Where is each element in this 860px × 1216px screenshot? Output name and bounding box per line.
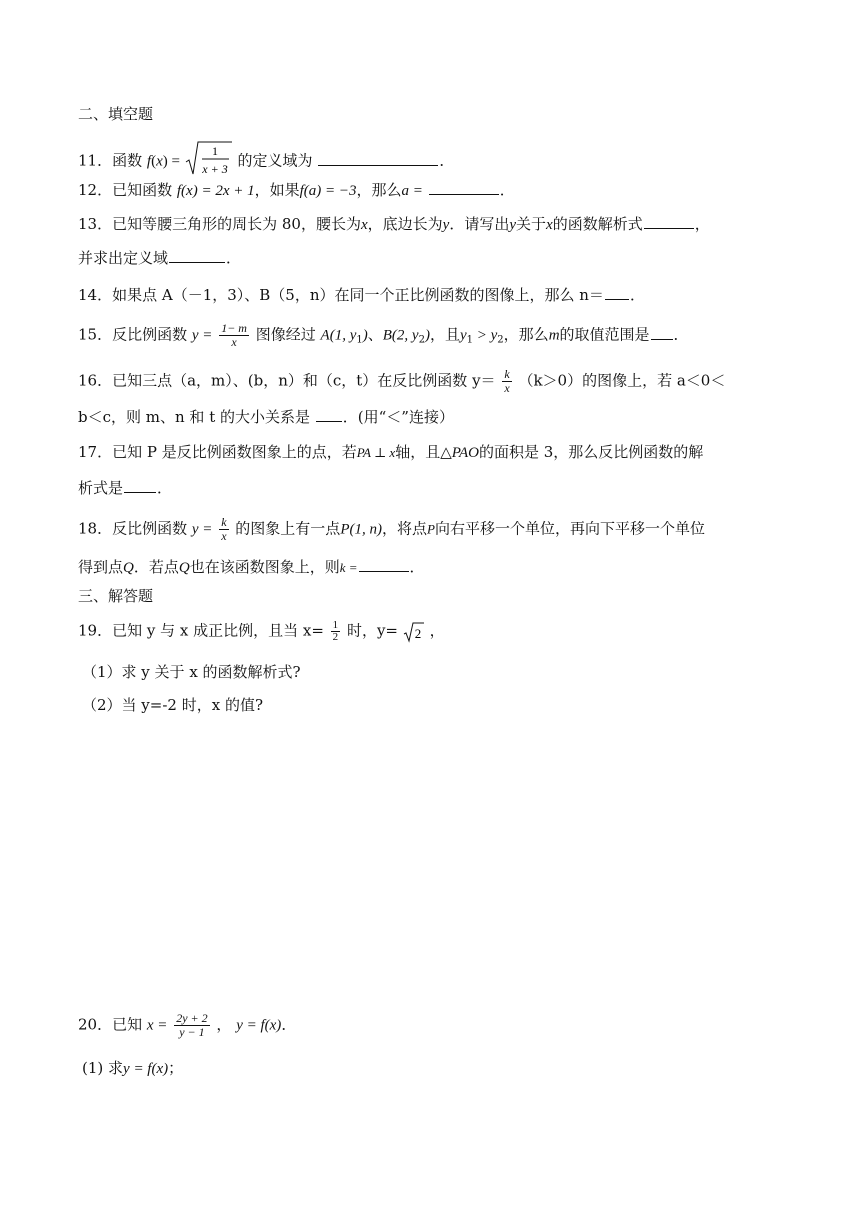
- answer-blank[interactable]: [651, 325, 673, 340]
- sqrt-symbol: [403, 621, 425, 643]
- answer-blank[interactable]: [169, 248, 225, 263]
- question-12: 12．已知函数 f(x) = 2x + 1，如果f(a) = −3，那么a = ．: [78, 181, 515, 199]
- section-heading-fill-blank: 二、填空题: [78, 105, 154, 123]
- fraction: $\frac{1}{2}$: [332, 619, 339, 643]
- fraction: $\frac{2y + 2}{y - 1}$: [176, 1011, 208, 1039]
- question-19-part1: （1）求 y 关于 x 的函数解析式?: [82, 663, 301, 681]
- svg-text:2: 2: [414, 625, 422, 641]
- answer-blank[interactable]: [605, 285, 629, 300]
- answer-blank[interactable]: [124, 478, 156, 493]
- question-15: 15．反比例函数 y = $\frac{1- m}{x}$ 图像经过 A(1, $y_1$)、B(2, $y_2$)，且$y_1 > y_2$，那么m的取值范围是 ．: [78, 321, 689, 349]
- question-19: 19．已知 y 与 x 成正比例，且当 x= $\frac{1}{2}$ 时，y= 2 ，: [78, 619, 445, 643]
- question-17-line2: 析式是 ．: [78, 479, 173, 497]
- fraction-numerator: 1: [211, 144, 218, 158]
- section-heading-solve: 三、解答题: [78, 587, 154, 605]
- question-17-line1: 17．已知 P 是反比例函数图象上的点，若PA ⊥ x轴，且△PAO的面积是 3，那么反比例函数的解: [78, 443, 704, 461]
- question-14: 14．如果点 A（－1，3）、B（5，n）在同一个正比例函数的图像上，那么 n＝ ．: [78, 286, 645, 304]
- question-13-line1: 13．已知等腰三角形的周长为 80，腰长为x，底边长为y．请写出y关于x的函数解析式 ，: [78, 215, 710, 233]
- question-18-line1: 18．反比例函数 y = $\frac{k}{x}$ 的图象上有一点P(1, n)，将点P向右平移一个单位，再向下平移一个单位: [78, 515, 705, 543]
- question-20-part1: (1) 求y = f(x)；: [82, 1059, 184, 1077]
- answer-blank[interactable]: [316, 407, 342, 422]
- question-13-line2: 并求出定义域 ．: [78, 249, 242, 267]
- fraction: $\frac{1- m}{x}$: [221, 321, 247, 349]
- answer-blank[interactable]: [359, 557, 409, 572]
- answer-blank[interactable]: [429, 180, 499, 195]
- question-16-line2: b＜c，则 m、n 和 t 的大小关系是 ．(用“＜”连接）: [78, 408, 454, 426]
- question-11: 11．函数 f(x) = 1 x + 3 的定义域为 ．: [78, 140, 454, 183]
- question-16-line1: 16．已知三点（a，m）、(b，n）和（c，t）在反比例函数 y＝ $\frac{k}{x}$ （k＞0）的图像上，若 a＜0＜: [78, 367, 726, 395]
- sqrt-fraction: [185, 140, 233, 183]
- question-20: 20．已知 x = $\frac{2y + 2}{y - 1}$ ， y = f(x)．: [78, 1011, 297, 1039]
- question-19-part2: （2）当 y=-2 时，x 的值?: [82, 696, 264, 714]
- fraction: $\frac{k}{x}$: [221, 515, 227, 543]
- answer-blank[interactable]: [644, 214, 694, 229]
- fraction: $\frac{k}{x}$: [504, 367, 510, 395]
- question-18-line2: 得到点Q．若点Q也在该函数图象上，则k = ．: [78, 558, 425, 576]
- answer-blank[interactable]: [318, 151, 438, 166]
- fraction-denominator: x + 3: [202, 162, 228, 176]
